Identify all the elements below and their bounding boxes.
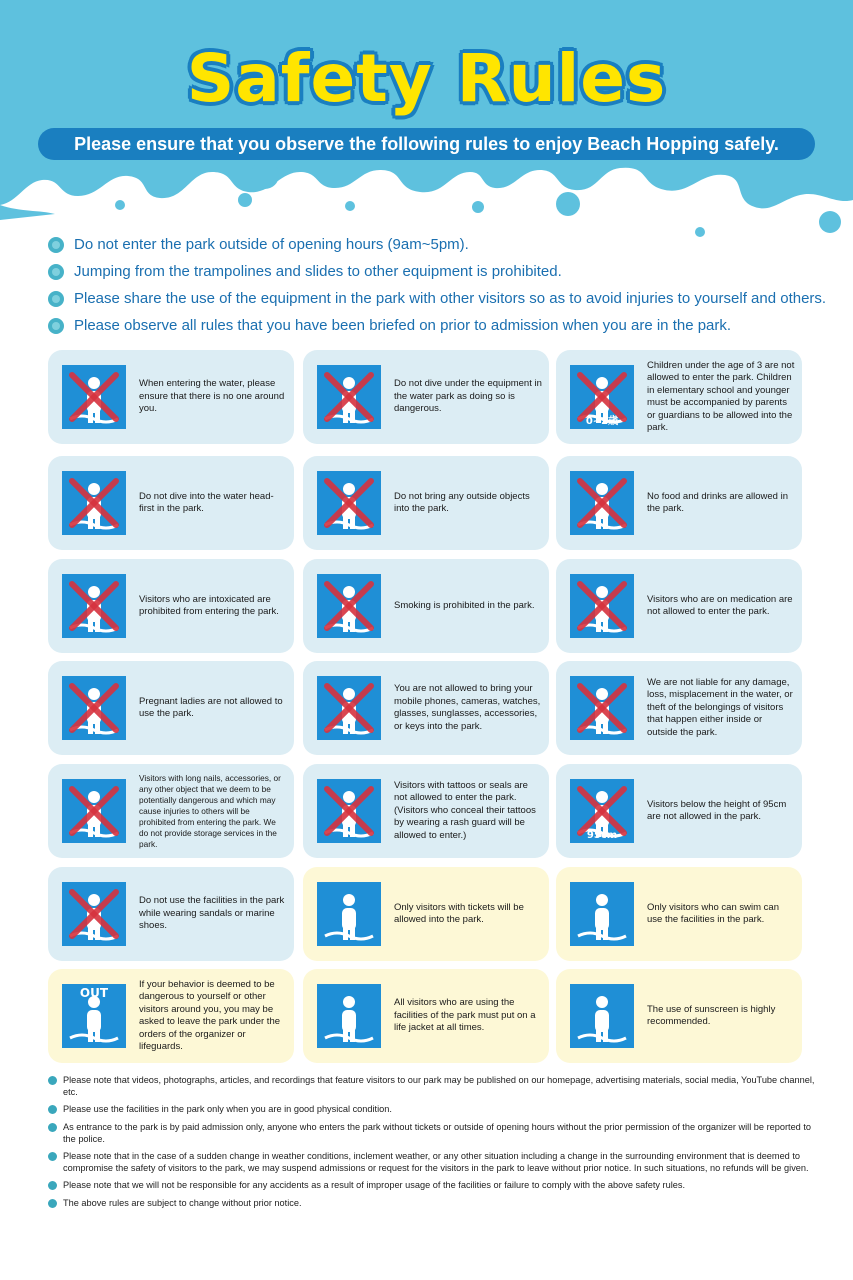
- general-rules-list: [48, 234, 828, 342]
- rule-text: Visitors who are on medication are not allowed to enter the park.: [647, 593, 793, 617]
- header-banner: [0, 0, 853, 240]
- sunscreen-icon: [570, 984, 634, 1048]
- splash-background: [0, 0, 853, 240]
- note-bullet-icon: [48, 1152, 57, 1161]
- food-drink-icon: [570, 471, 634, 535]
- note-bullet-icon: [48, 1105, 57, 1114]
- rule-text: Visitors who are intoxicated are prohibited from entering the park.: [139, 593, 279, 617]
- rule-text: You are not allowed to bring your mobile phones, cameras, watches, glasses, sunglasses, accessories, or keys into the park.: [394, 683, 541, 732]
- note-item: Please note that videos, photographs, articles, and recordings that feature visitors to our park may be published on our homepage, advertising materials, social media, YouTube channel, etc.: [48, 1074, 818, 1098]
- page-title: Safety Rules: [186, 40, 667, 117]
- general-rule: Please share the use of the equipment in the park with other visitors so as to avoid injuries to yourself and others.: [48, 288, 828, 315]
- rule-card: [48, 764, 294, 858]
- note-bullet-icon: [48, 1123, 57, 1132]
- rule-card: [556, 867, 802, 961]
- rule-text: Only visitors with tickets will be allowed into the park.: [394, 901, 524, 925]
- rule-text: Smoking is prohibited in the park.: [394, 599, 535, 611]
- rule-card: [303, 969, 549, 1063]
- rule-card: [556, 350, 802, 444]
- note-item: Please note that in the case of a sudden change in weather conditions, inclement weather, or any other situation including a change in the surrounding environment that is deemed to compromise the safety of visitors to the park, we may suspend admissions or request for the visitors in the park to leave without prior notice. In such situations, no refunds will be given.: [48, 1150, 818, 1174]
- ticket-visitors-icon: [317, 882, 381, 946]
- rule-text: Do not use the facilities in the park while wearing sandals or marine shoes.: [139, 895, 285, 932]
- bullet-icon: [48, 291, 64, 307]
- note-bullet-icon: [48, 1181, 57, 1190]
- sandals-icon: [62, 882, 126, 946]
- rule-text: Visitors with long nails, accessories, or any other object that we deem to be potentially dangerous and which may cause injuries to others will be prohibited from entering the park. We do not provide storage services in the park.: [139, 772, 281, 849]
- page-subtitle: Please ensure that you observe the following rules to enjoy Beach Hopping safely.: [38, 128, 815, 160]
- pregnant-icon: [62, 676, 126, 740]
- rule-text: The use of sunscreen is highly recommended.: [647, 1003, 776, 1027]
- smoking-icon: [317, 574, 381, 638]
- rule-card: [556, 456, 802, 550]
- note-bullet-icon: [48, 1199, 57, 1208]
- rule-text: Do not dive under the equipment in the water park as doing so is dangerous.: [394, 378, 542, 415]
- rule-text: All visitors who are using the facilities of the park must put on a life jacket at all times.: [394, 997, 536, 1034]
- bullet-icon: [48, 237, 64, 253]
- rule-text: No food and drinks are allowed in the park.: [647, 490, 789, 514]
- rule-card: [556, 764, 802, 858]
- outside-objects-icon: [317, 471, 381, 535]
- rule-card: [48, 456, 294, 550]
- rule-text: Children under the age of 3 are not allowed to enter the park. Children in elementary school and younger must be accompanied by parents or guardians to be allowed into the park.: [647, 359, 795, 433]
- rule-card: [48, 661, 294, 755]
- rule-card: [303, 867, 549, 961]
- rule-card: [303, 559, 549, 653]
- rule-card: [556, 969, 802, 1063]
- rule-text: We are not liable for any damage, loss, misplacement in the water, or theft of the belongings of visitors that happen either inside or outside the park.: [647, 676, 793, 738]
- rule-card: [48, 559, 294, 653]
- rule-text: When entering the water, please ensure that there is no one around you.: [139, 378, 285, 415]
- baby-icon: [570, 365, 634, 429]
- height-limit-icon: [570, 779, 634, 843]
- rule-text: If your behavior is deemed to be dangerous to yourself or other visitors around you, you may be asked to leave the park under the orders of the organizer or lifeguards.: [139, 978, 281, 1052]
- swimmer-icon: [570, 882, 634, 946]
- bullet-icon: [48, 264, 64, 280]
- rule-card: [48, 350, 294, 444]
- rule-card: [48, 867, 294, 961]
- belongings-icon: [570, 676, 634, 740]
- rule-card: [48, 969, 294, 1063]
- note-item: As entrance to the park is by paid admission only, anyone who enters the park without tickets or outside of opening hours without the prior permission of the organizer will be reported to the police.: [48, 1121, 818, 1145]
- rule-text: Do not bring any outside objects into the park.: [394, 490, 530, 514]
- general-rule: Do not enter the park outside of opening hours (9am~5pm).: [48, 234, 828, 261]
- phone-icon: [317, 676, 381, 740]
- rule-card: [303, 661, 549, 755]
- note-bullet-icon: [48, 1076, 57, 1085]
- note-item: Please use the facilities in the park only when you are in good physical condition.: [48, 1103, 818, 1115]
- rule-text: Do not dive into the water head-first in the park.: [139, 490, 274, 514]
- general-rule: Jumping from the trampolines and slides to other equipment is prohibited.: [48, 261, 828, 288]
- rule-text: Pregnant ladies are not allowed to use the park.: [139, 695, 283, 719]
- out-icon: [62, 984, 126, 1048]
- icon-label: OUT: [79, 986, 109, 1000]
- rule-text: Visitors with tattoos or seals are not allowed to enter the park. (Visitors who conceal their tattoos by wearing a rash guard will be allowed to enter.): [394, 779, 536, 841]
- rule-card: [303, 350, 549, 444]
- dive-under-equipment-icon: [317, 365, 381, 429]
- medication-icon: [570, 574, 634, 638]
- rule-card: [556, 559, 802, 653]
- icon-label: 0~2歳: [585, 416, 619, 427]
- rule-card: [303, 764, 549, 858]
- note-item: Please note that we will not be responsible for any accidents as a result of improper usage of the facilities or failure to comply with the above safety rules.: [48, 1179, 818, 1191]
- icon-label: 95cm: [586, 830, 618, 841]
- general-rule: Please observe all rules that you have been briefed on prior to admission when you are in the park.: [48, 315, 828, 342]
- rule-card: [303, 456, 549, 550]
- note-item: The above rules are subject to change without prior notice.: [48, 1197, 818, 1209]
- rule-card: [556, 661, 802, 755]
- tattoo-icon: [317, 779, 381, 843]
- head-first-dive-icon: [62, 471, 126, 535]
- notes-list: [48, 1074, 818, 1214]
- life-jacket-icon: [317, 984, 381, 1048]
- rule-text: Visitors below the height of 95cm are not allowed in the park.: [647, 798, 787, 822]
- bullet-icon: [48, 318, 64, 334]
- alcohol-icon: [62, 574, 126, 638]
- long-nails-icon: [62, 779, 126, 843]
- swimmer-entering-icon: [62, 365, 126, 429]
- rule-text: Only visitors who can swim can use the facilities in the park.: [647, 901, 779, 925]
